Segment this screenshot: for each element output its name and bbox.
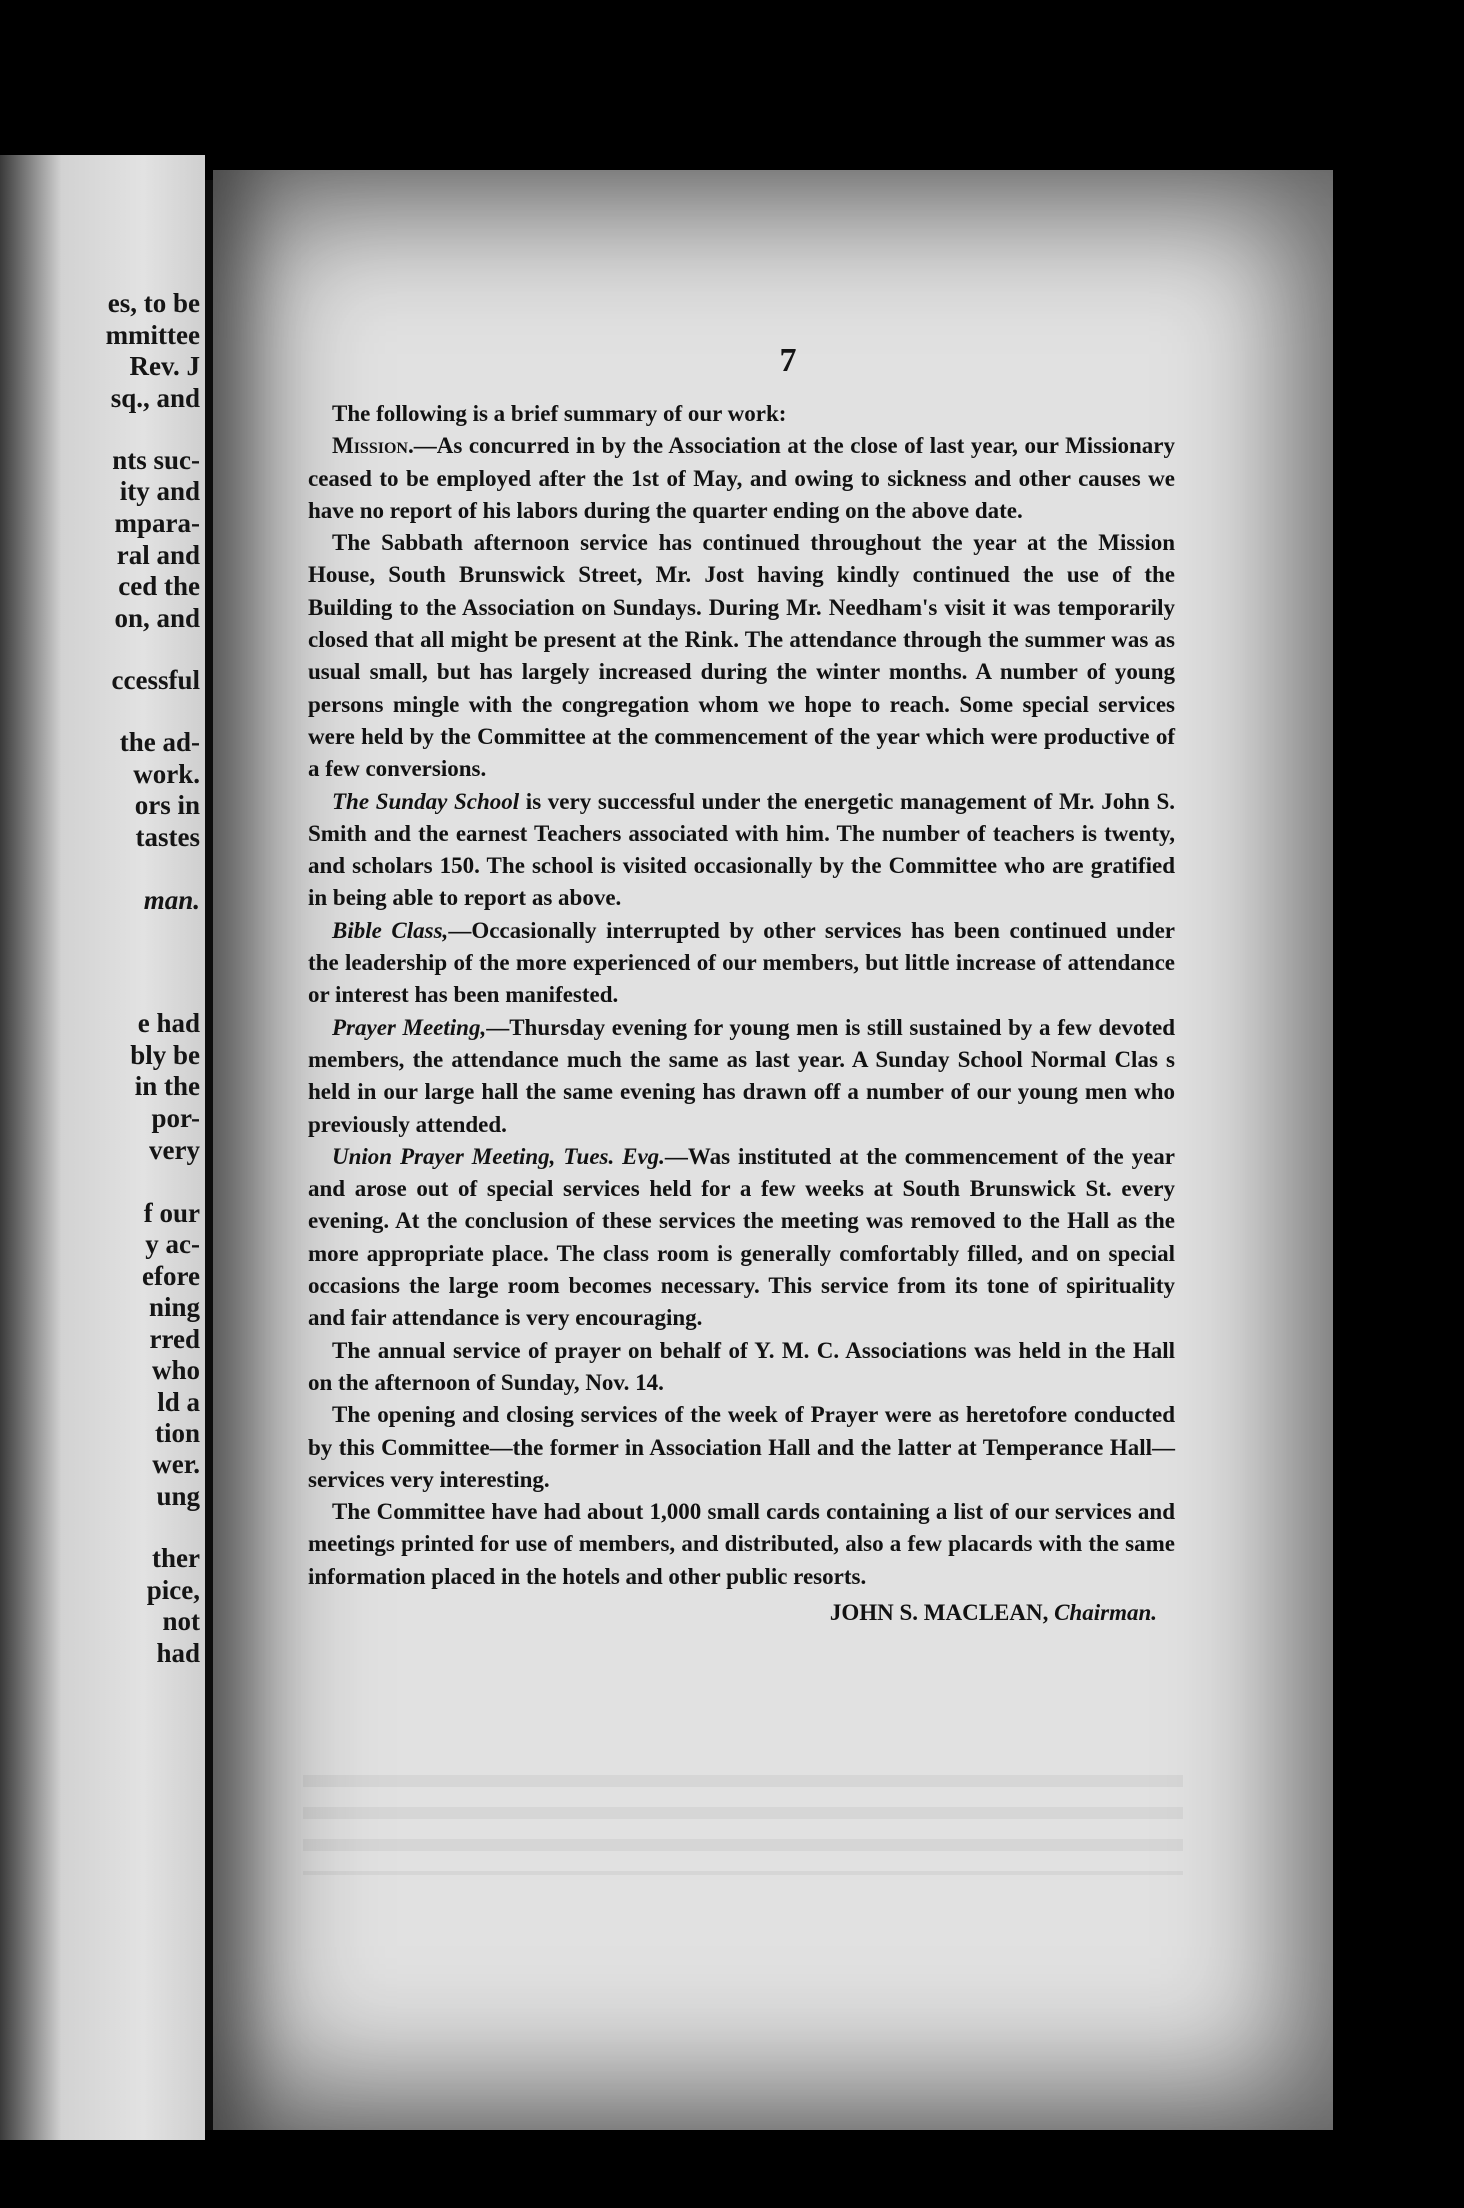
page-body xyxy=(308,398,1175,1629)
page-number: 7 xyxy=(779,342,797,379)
signature-name: JOHN S. MACLEAN, xyxy=(829,1599,1049,1625)
facing-page-line: ld a xyxy=(157,1387,200,1417)
facing-page-line: had xyxy=(156,1638,200,1668)
facing-page-line: the ad- xyxy=(119,727,200,757)
facing-page-line: man. xyxy=(143,885,200,915)
facing-page-line: ors in xyxy=(134,790,200,820)
prayer-meeting-text: —Thursday evening for young men is still sustained by a few devoted members, the attendance much the same as last year. A Sunday School Normal Clas s held in our large hall the same evening has drawn off a number of our young men who previously attended. xyxy=(308,1014,1175,1137)
mission-paragraph xyxy=(308,430,1175,527)
facing-page-line: ral and xyxy=(116,540,200,570)
facing-page-line: ity and xyxy=(119,476,200,506)
facing-page-line: y ac- xyxy=(145,1229,200,1259)
facing-page-line: Rev. J xyxy=(129,351,200,381)
signature-title: Chairman. xyxy=(1054,1599,1157,1625)
facing-page-line: wer. xyxy=(152,1449,200,1479)
union-prayer-heading: Union Prayer Meeting, Tues. Evg. xyxy=(332,1143,665,1169)
mission-heading: Mission. xyxy=(332,433,414,459)
facing-page-line: e had xyxy=(137,1008,200,1038)
facing-page-line: who xyxy=(151,1355,200,1385)
facing-page-line: very xyxy=(149,1135,200,1165)
facing-page-line: mpara- xyxy=(114,508,200,538)
facing-page-line: ung xyxy=(156,1481,200,1511)
facing-page-line: ther xyxy=(152,1543,200,1573)
cards-text: The Committee have had about 1,000 small cards containing a list of our services and meetings printed for use of members, and distributed, also a few placards with the same information placed in the hotels and other public resorts. xyxy=(308,1499,1175,1589)
week-of-prayer-text: The opening and closing services of the week of Prayer were as heretofore conducted by this Committee—the former in Association Hall and the latter at Temperance Hall—services very interesting. xyxy=(308,1402,1175,1492)
facing-page-line: work. xyxy=(133,759,200,789)
intro-text: The following is a brief summary of our work: xyxy=(332,401,787,426)
signature xyxy=(308,1597,1175,1629)
sunday-school-text: is very successful under the energetic management of Mr. John S. Smith and the earnest Teachers associated with him. The number of teachers is twenty, and scholars 150. The school is visited occasionally by the Committee who are gratified in being able to report as above. xyxy=(308,788,1175,911)
annual-service-paragraph xyxy=(308,1335,1175,1400)
facing-page-line: ccessful xyxy=(111,665,200,695)
facing-page-line: efore xyxy=(142,1261,200,1291)
page-gutter xyxy=(205,180,213,2130)
week-of-prayer-paragraph xyxy=(308,1399,1175,1496)
facing-page-fragment xyxy=(0,155,205,2140)
facing-page-line: mmittee xyxy=(105,320,200,350)
intro-paragraph xyxy=(308,398,1175,430)
sunday-school-heading: The Sunday School xyxy=(332,788,520,814)
prayer-meeting-heading: Prayer Meeting, xyxy=(332,1014,487,1040)
facing-page-line: f our xyxy=(143,1198,200,1228)
facing-page-line: tastes xyxy=(135,822,200,852)
bleed-through-text xyxy=(303,1755,1183,1875)
facing-page-line: in the xyxy=(134,1071,200,1101)
facing-page-line: pice, xyxy=(146,1575,200,1605)
facing-page-line: sq., and xyxy=(110,383,200,413)
facing-page-line: tion xyxy=(154,1418,200,1448)
sunday-school-paragraph xyxy=(308,786,1175,915)
facing-page-line: on, and xyxy=(114,603,200,633)
cards-paragraph xyxy=(308,1496,1175,1593)
union-prayer-text: —Was instituted at the commencement of the year and arose out of special services held for a few weeks at South Brunswick St. every evening. At the conclusion of these services the meeting was removed to the Hall as the more appropriate place. The class room is generally comfortably filled, and on special occasions the large room becomes necessary. This service from its tone of spirituality and fair attendance is very encouraging. xyxy=(308,1143,1175,1331)
document-page xyxy=(213,170,1333,2130)
facing-page-line: not xyxy=(162,1606,200,1636)
sabbath-paragraph xyxy=(308,527,1175,785)
facing-page-line: por- xyxy=(151,1103,200,1133)
sabbath-text: The Sabbath afternoon service has continued throughout the year at the Mission House, South Brunswick Street, Mr. Jost having kindly continued the use of the Building to the Association on Sundays. During Mr. Needham's visit it was temporarily closed that all might be present at the Rink. The attendance through the summer was as usual small, but has largely increased during the winter months. A number of young persons mingle with the congregation whom we hope to reach. Some special services were held by the Committee at the commencement of the year which were productive of a few conversions. xyxy=(308,530,1175,782)
facing-page-line: rred xyxy=(149,1324,200,1354)
bible-class-text: —Occasionally interrupted by other services has been continued under the leadership of the more experienced of our members, but little increase of attendance or interest has been manifested. xyxy=(308,917,1175,1008)
facing-page-line: ced the xyxy=(118,571,200,601)
facing-page-line: bly be xyxy=(130,1040,200,1070)
prayer-meeting-paragraph xyxy=(308,1012,1175,1141)
facing-page-line: nts suc- xyxy=(112,445,200,475)
bible-class-paragraph xyxy=(308,915,1175,1012)
annual-service-text: The annual service of prayer on behalf of Y. M. C. Associations was held in the Hall on the afternoon of Sunday, Nov. 14. xyxy=(308,1337,1175,1395)
union-prayer-paragraph xyxy=(308,1141,1175,1335)
facing-page-line: ning xyxy=(148,1292,200,1322)
facing-page-line: es, to be xyxy=(107,288,200,318)
bible-class-heading: Bible Class, xyxy=(332,917,449,943)
mission-text: —As concurred in by the Association at the close of last year, our Missionary ceased to be employed after the 1st of May, and owing to sickness and other causes we have no report of his labors during the quarter ending on the above date. xyxy=(308,433,1175,523)
